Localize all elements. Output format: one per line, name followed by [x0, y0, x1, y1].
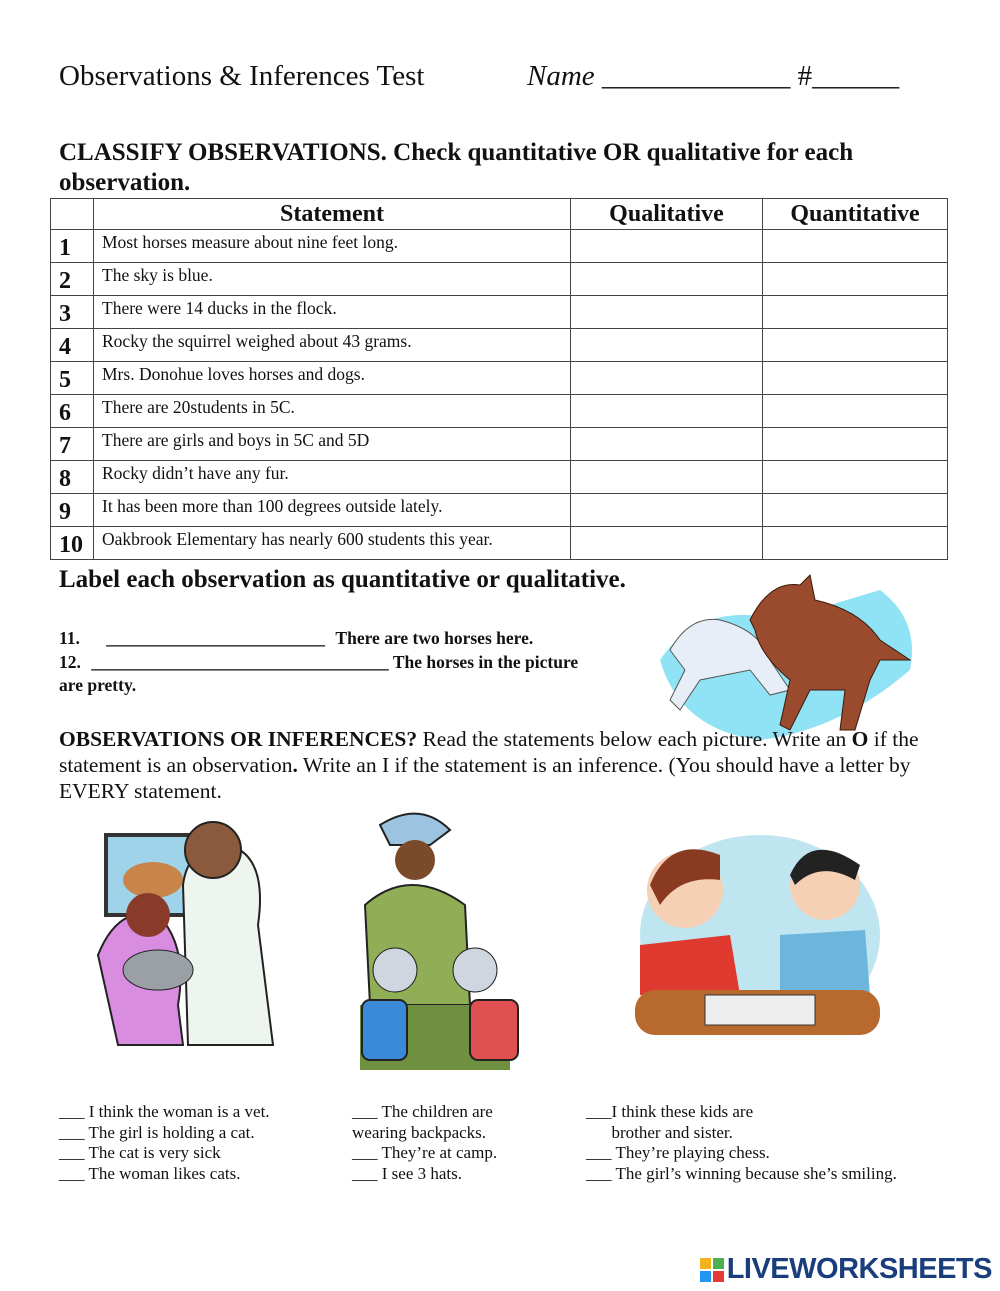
- question-text: The horses in the picture are pretty.: [59, 652, 579, 695]
- row-statement: There are girls and boys in 5C and 5D: [94, 428, 571, 461]
- table-header-row: [51, 199, 948, 230]
- table-row: [51, 329, 948, 362]
- row-number: 9: [51, 494, 94, 527]
- qualitative-check-cell[interactable]: [571, 494, 763, 527]
- table-row: [51, 428, 948, 461]
- quantitative-check-cell[interactable]: [763, 527, 948, 560]
- logo-square: [700, 1258, 711, 1269]
- table-row: [51, 230, 948, 263]
- chess-kids-illustration: [610, 825, 885, 1055]
- statement-line[interactable]: ___ I think the woman is a vet.: [59, 1102, 270, 1121]
- row-statement: Mrs. Donohue loves horses and dogs.: [94, 362, 571, 395]
- number-blank[interactable]: ______: [812, 60, 900, 92]
- row-number: 4: [51, 329, 94, 362]
- logo-square: [700, 1271, 711, 1282]
- question-11: [59, 628, 533, 649]
- statement-line[interactable]: wearing backpacks.: [352, 1122, 487, 1142]
- row-statement: Oakbrook Elementary has nearly 600 students this year.: [94, 527, 571, 560]
- row-number: 8: [51, 461, 94, 494]
- instruction-dot: .: [292, 753, 298, 777]
- row-statement: Most horses measure about nine feet long.: [94, 230, 571, 263]
- row-number: 1: [51, 230, 94, 263]
- quantitative-check-cell[interactable]: [763, 395, 948, 428]
- row-statement: Rocky the squirrel weighed about 43 grams.: [94, 329, 571, 362]
- statement-line[interactable]: ___ I see 3 hats.: [352, 1163, 463, 1183]
- table-row: [51, 494, 948, 527]
- question-number: 12.: [59, 652, 81, 672]
- qualitative-check-cell[interactable]: [571, 329, 763, 362]
- col-statement-header: Statement: [94, 199, 571, 230]
- name-field: [527, 60, 899, 93]
- quantitative-check-cell[interactable]: [763, 362, 948, 395]
- row-number: 6: [51, 395, 94, 428]
- quantitative-check-cell[interactable]: [763, 428, 948, 461]
- row-statement: There are 20students in 5C.: [94, 395, 571, 428]
- statement-line[interactable]: ___ The children are: [352, 1102, 493, 1121]
- logo-text: LIVEWORKSHEETS: [726, 1253, 992, 1285]
- row-number: 10: [51, 527, 94, 560]
- statement-line[interactable]: ___ They’re playing chess.: [586, 1143, 770, 1162]
- question-text: There are two horses here.: [335, 628, 534, 648]
- table-row: [51, 461, 948, 494]
- statement-line[interactable]: ___ The girl’s winning because she’s smiling.: [586, 1163, 897, 1183]
- quantitative-check-cell[interactable]: [763, 494, 948, 527]
- quantitative-check-cell[interactable]: [763, 461, 948, 494]
- qualitative-check-cell[interactable]: [571, 461, 763, 494]
- number-label: #: [797, 60, 813, 92]
- qualitative-check-cell[interactable]: [571, 362, 763, 395]
- row-statement: The sky is blue.: [94, 263, 571, 296]
- section3-heading: OBSERVATIONS OR INFERENCES?: [59, 727, 418, 751]
- row-number: 2: [51, 263, 94, 296]
- col-num-header: [51, 199, 94, 230]
- question-number: 11.: [59, 628, 80, 648]
- statement-line[interactable]: ___ The woman likes cats.: [59, 1163, 241, 1183]
- logo-icon: [700, 1258, 724, 1282]
- instruction-o: O: [851, 727, 869, 751]
- answer-blank-12[interactable]: __________________________________: [91, 652, 389, 672]
- table-row: [51, 296, 948, 329]
- name-blank[interactable]: _____________: [601, 60, 791, 92]
- scouts-illustration: [350, 805, 530, 1070]
- liveworksheets-logo: [700, 1253, 992, 1286]
- chess-statements: [586, 1102, 897, 1184]
- instruction-text: if the statement is an observation: [59, 727, 919, 777]
- vet-illustration: [88, 805, 283, 1055]
- worksheet-title: Observations & Inferences Test: [59, 60, 425, 92]
- quantitative-check-cell[interactable]: [763, 296, 948, 329]
- quantitative-check-cell[interactable]: [763, 230, 948, 263]
- row-number: 5: [51, 362, 94, 395]
- row-statement: Rocky didn’t have any fur.: [94, 461, 571, 494]
- qualitative-check-cell[interactable]: [571, 395, 763, 428]
- row-number: 7: [51, 428, 94, 461]
- section1-heading: CLASSIFY OBSERVATIONS. Check quantitative OR qualitative for each observation.: [59, 139, 854, 196]
- table-row: [51, 362, 948, 395]
- table-row: [51, 527, 948, 560]
- quantitative-check-cell[interactable]: [763, 263, 948, 296]
- statement-line[interactable]: ___ The cat is very sick: [59, 1143, 221, 1162]
- scouts-statements: [352, 1102, 497, 1184]
- row-number: 3: [51, 296, 94, 329]
- qualitative-check-cell[interactable]: [571, 296, 763, 329]
- logo-square: [713, 1258, 724, 1269]
- logo-square: [713, 1271, 724, 1282]
- quantitative-check-cell[interactable]: [763, 329, 948, 362]
- vet-statements: [59, 1102, 270, 1184]
- qualitative-check-cell[interactable]: [571, 230, 763, 263]
- statement-line[interactable]: ___ They’re at camp.: [352, 1143, 498, 1162]
- qualitative-check-cell[interactable]: [571, 428, 763, 461]
- qualitative-check-cell[interactable]: [571, 263, 763, 296]
- section2-heading: Label each observation as quantitative or qualitative.: [59, 566, 626, 593]
- section3-instructions: [59, 726, 949, 804]
- question-12: [59, 651, 589, 697]
- qualitative-check-cell[interactable]: [571, 527, 763, 560]
- table-row: [51, 263, 948, 296]
- col-qualitative-header: Qualitative: [571, 199, 763, 230]
- classify-table: [50, 198, 948, 560]
- statement-line[interactable]: ___I think these kids are: [586, 1102, 754, 1121]
- statement-line[interactable]: ___ The girl is holding a cat.: [59, 1122, 255, 1142]
- row-statement: It has been more than 100 degrees outside lately.: [94, 494, 571, 527]
- answer-blank-11[interactable]: _________________________: [106, 628, 326, 648]
- row-statement: There were 14 ducks in the flock.: [94, 296, 571, 329]
- name-label: Name: [527, 60, 595, 92]
- instruction-text: Read the statements below each picture. Write an: [417, 727, 852, 751]
- col-quantitative-header: Quantitative: [763, 199, 948, 230]
- horses-illustration: [640, 560, 930, 750]
- instruction-text: Write an I if the statement is an inference. (You should have a letter by EVERY statement.: [59, 753, 911, 803]
- table-row: [51, 395, 948, 428]
- statement-line[interactable]: brother and sister.: [586, 1122, 733, 1142]
